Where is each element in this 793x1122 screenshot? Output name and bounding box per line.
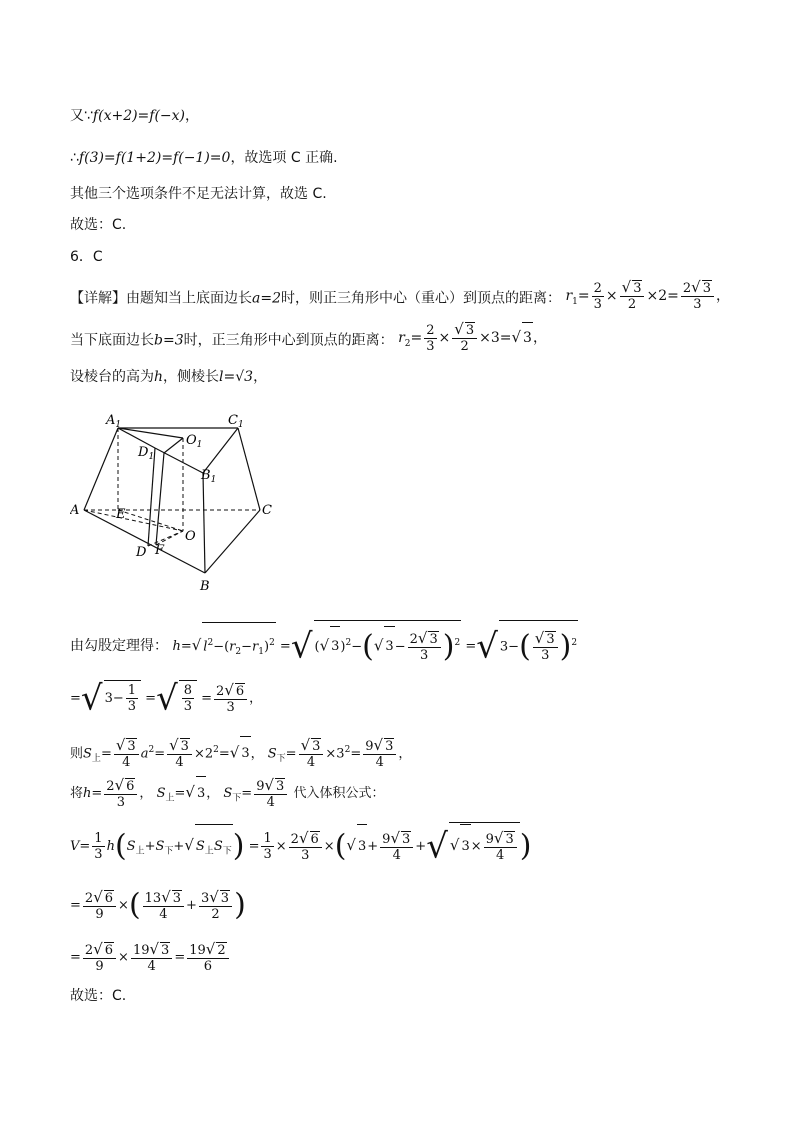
label-D1: $D_1$ bbox=[138, 445, 155, 462]
label-D: D bbox=[136, 545, 147, 560]
line-9-text: 由勾股定理得： bbox=[70, 637, 168, 654]
line-7-text-a: 当下底面边长 bbox=[70, 332, 154, 349]
line-6-text-b: 时，则正三角形中心（重心）到顶点的距离： bbox=[280, 290, 561, 307]
label-C: C bbox=[262, 503, 272, 518]
line-1 bbox=[70, 106, 199, 126]
height-formula: h=√ $l^2-(r_2-r_1)^2$ =√ (√ 3)$^2$−(√ 3− $\frac{2√ 3}{3}$ )$^2$ =√ 3−( $\frac{√ 3}{3}$ )$^2$ bbox=[172, 639, 578, 654]
line-4: 故选：C. bbox=[70, 217, 127, 233]
line-8-text-b: ，侧棱长 bbox=[163, 369, 220, 385]
label-F: F bbox=[155, 543, 165, 558]
line-2-suffix: ，故选项 C 正确. bbox=[230, 150, 338, 166]
line-7-text-b: 时，正三角形中心到顶点的距离： bbox=[183, 332, 394, 349]
line-6-a-eq: a=2 bbox=[252, 290, 281, 307]
line-13: V= $\frac{1}{3}$ $h(S_上+S_下+√$ $S_上S_下$) = $\frac{1}{3}$ × $\frac{2√ 6}{3}$ ×(√ 3+ $\frac{9√ 3}{4}$ +√ √ 3× $\frac{9√ 3}{4}$ ) bbox=[70, 822, 531, 874]
line-7 bbox=[70, 322, 547, 359]
label-B: B bbox=[200, 579, 210, 593]
detail-tag: 【详解】 bbox=[70, 290, 126, 307]
line-1-prefix: 又∵ bbox=[70, 108, 93, 124]
line-12-text-a: 将 bbox=[70, 786, 84, 801]
line-7-b-eq: b=3 bbox=[154, 332, 184, 349]
line-5: 6．C bbox=[70, 249, 103, 265]
line-6-text-a: 由题知当上底面边长 bbox=[126, 290, 252, 307]
line-8-text-a: 设棱台的高为 bbox=[70, 369, 154, 385]
line-6 bbox=[70, 280, 730, 317]
label-A1: $A_1$ bbox=[106, 413, 122, 430]
line-2-math: f(3)=f(1+2)=f(−1)=0 bbox=[78, 150, 231, 166]
label-B1: $B_1$ bbox=[201, 468, 217, 485]
label-O1: $O_1$ bbox=[186, 433, 203, 450]
line-10: =√ 3− $\frac{1}{3}$ =√ $\frac{8}{3}$ = $\frac{2√ 6}{3}$ ， bbox=[70, 678, 263, 719]
frustum-figure bbox=[70, 408, 290, 593]
line-2 bbox=[70, 148, 338, 168]
label-C1: $C_1$ bbox=[228, 413, 244, 430]
line-2-prefix: ∴ bbox=[70, 150, 79, 166]
line-15: = $\frac{2√ 6}{9}$ × $\frac{19√ 3}{4}$ = $\frac{19√ 2}{6}$ bbox=[70, 940, 231, 976]
line-16: 故选：C. bbox=[70, 988, 127, 1004]
line-12-text-b: 代入体积公式： bbox=[293, 786, 385, 801]
line-3: 其他三个选项条件不足无法计算，故选 C. bbox=[70, 186, 327, 202]
line-8-h: h bbox=[154, 369, 164, 385]
line-12: 将h= $\frac{2√ 6}{3}$ ， $S_上=√$ 3， $S_下=$ $\frac{9√ 3}{4}$ 代入体积公式： bbox=[70, 775, 385, 810]
line-11-text: 则 bbox=[70, 746, 84, 762]
line-8-l-eq: l=√3 bbox=[219, 369, 254, 385]
line-8: 设棱台的高为h，侧棱长l=√3， bbox=[70, 369, 268, 385]
r2-formula: $r_2=$ $\frac{2}{3}$ × $\frac{√ 3}{2}$ ×3=√ 3， bbox=[398, 320, 547, 354]
label-A: A bbox=[70, 503, 80, 518]
r1-formula: $r_1=$ $\frac{2}{3}$ × $\frac{√ 3}{2}$ ×2= $\frac{2√ 3}{3}$ ， bbox=[565, 278, 730, 312]
label-E: E bbox=[116, 507, 126, 522]
line-11: 则$S_上=$ $\frac{√ 3}{4}$ $a^2=$ $\frac{√ 3}{4}$ $\times 2^2=√$ 3， $S_下=$ $\frac{√ 3}{4}$ $\times 3^2=$ $\frac{9√ 3}{4}$ ， bbox=[70, 735, 412, 770]
line-14: = $\frac{2√ 6}{9}$ ×( $\frac{13√ 3}{4}$ + $\frac{3√ 3}{2}$ ) bbox=[70, 887, 246, 923]
line-1-math: f(x+2)=f(−x) bbox=[92, 108, 186, 124]
line-1-suffix: ， bbox=[185, 108, 200, 124]
line-9 bbox=[70, 620, 578, 672]
label-O: O bbox=[185, 529, 196, 544]
